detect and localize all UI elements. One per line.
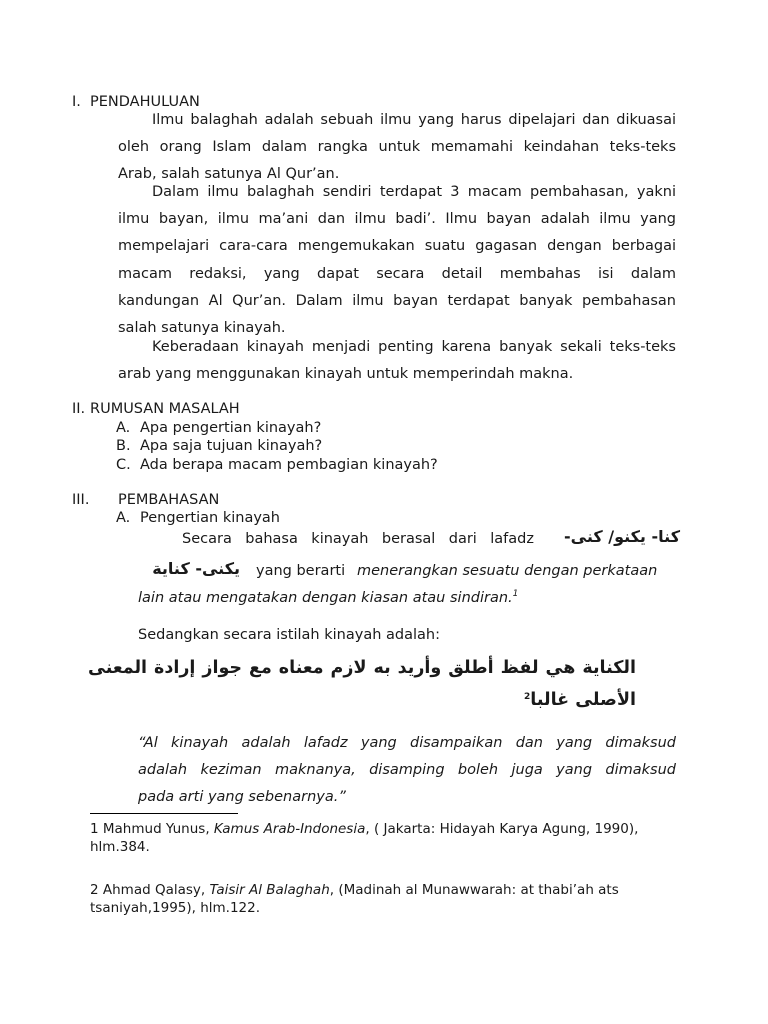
definition-text: lain atau mengatakan dengan kiasan atau sindiran. [138, 590, 513, 606]
footnote-author: 1 Mahmud Yunus, [90, 821, 214, 837]
body-line-italic: menerangkan sesuatu dengan perkataan [357, 563, 658, 579]
list-item: Apa saja tujuan kinayah? [140, 438, 323, 454]
footnote-publisher: , ( Jakarta: Hidayah Karya Agung, 1990), [365, 821, 639, 837]
quote-line: adalah keziman maknanya, disamping boleh juga yang dimaksud [138, 762, 676, 778]
body-line: salah satunya kinayah. [118, 320, 286, 336]
footnote-publisher: , (Madinah al Munawwarah: at thabi’ah ats [329, 882, 619, 898]
arabic-root-words: يكنى- كناية [152, 559, 240, 578]
body-line: Sedangkan secara istilah kinayah adalah: [138, 627, 440, 643]
body-line: ilmu bayan, ilmu ma’ani dan ilmu badi’. Ilmu bayan adalah ilmu yang [118, 211, 676, 227]
section-3-number: III. [72, 492, 90, 508]
list-item-letter: A. [116, 420, 131, 436]
body-line: Arab, salah satunya Al Qur’an. [118, 166, 340, 182]
arabic-definition [436, 691, 636, 709]
body-line: Ilmu balaghah adalah sebuah ilmu yang harus dipelajari dan dikuasai [152, 112, 676, 128]
arabic-definition-end: الأصلى غالبا [530, 690, 636, 710]
body-line: Dalam ilmu balaghah sendiri terdapat 3 macam pembahasan, yakni [152, 184, 676, 200]
body-line: mempelajari cara-cara mengemukakan suatu gagasan dengan berbagai [118, 238, 676, 254]
list-item-letter: B. [116, 438, 131, 454]
body-line-italic [138, 589, 518, 607]
quote-line: pada arti yang sebenarnya.” [138, 789, 346, 805]
footnote-author: 2 Ahmad Qalasy, [90, 882, 210, 898]
subsection-letter: A. [116, 510, 131, 526]
footnote-title: Taisir Al Balaghah [209, 882, 330, 898]
footnote-separator [90, 813, 238, 814]
arabic-definition: الكناية هي لفظ أطلق وأريد به لازم معناه مع جواز إرادة المعنى [88, 658, 636, 678]
list-item-letter: C. [116, 457, 131, 473]
body-line: Keberadaan kinayah menjadi penting karena banyak sekali teks-teks [152, 339, 676, 355]
footnote-ref: 1 [512, 589, 519, 599]
footnote-1-cont: hlm.384. [90, 839, 150, 855]
body-line: Secara bahasa kinayah berasal dari lafadz [182, 531, 534, 547]
body-line: macam redaksi, yang dapat secara detail membahas isi dalam [118, 266, 676, 282]
footnote-ref: 2 [524, 692, 531, 702]
footnote-title: Kamus Arab-Indonesia [213, 821, 366, 837]
body-line: oleh orang Islam dalam rangka untuk memamahi keindahan teks-teks [118, 139, 676, 155]
footnote-2-cont: tsaniyah,1995), hlm.122. [90, 900, 261, 916]
body-line: yang berarti [256, 563, 346, 579]
quote-line: “Al kinayah adalah lafadz yang disampaikan dan yang dimaksud [138, 735, 676, 751]
list-item: Ada berapa macam pembagian kinayah? [140, 457, 438, 473]
list-item: Apa pengertian kinayah? [140, 420, 322, 436]
body-line: arab yang menggunakan kinayah untuk memperindah makna. [118, 366, 574, 382]
section-1-number: I. [72, 94, 81, 110]
arabic-root-words: كنا- يكنو/ كنى- [563, 527, 680, 546]
subsection-heading: Pengertian kinayah [140, 510, 280, 526]
section-2-number: II. [72, 401, 86, 417]
body-line: kandungan Al Qur’an. Dalam ilmu bayan terdapat banyak pembahasan [118, 293, 676, 309]
section-1-heading: PENDAHULUAN [90, 94, 200, 110]
section-2-heading: RUMUSAN MASALAH [90, 401, 240, 417]
section-3-heading: PEMBAHASAN [118, 492, 220, 508]
footnote-1 [90, 820, 638, 838]
footnote-2 [90, 881, 619, 899]
